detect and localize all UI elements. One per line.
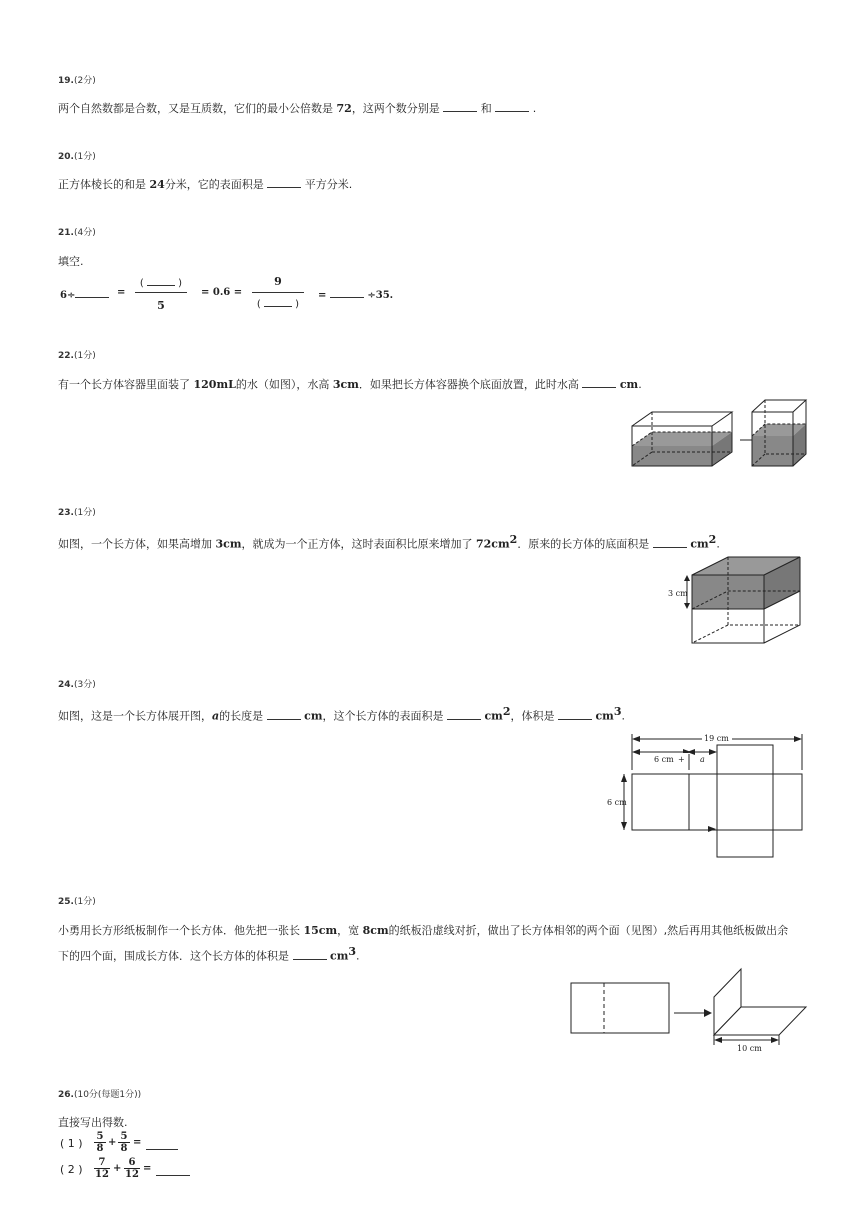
q25-blank[interactable] bbox=[293, 949, 327, 960]
q21-fraction-2 bbox=[252, 275, 304, 310]
q24-text-c: ，这个长方体的表面积是 bbox=[322, 709, 447, 723]
q26-item-2-b-num: 6 bbox=[124, 1157, 140, 1169]
q24-text bbox=[58, 705, 625, 724]
q22-volume: 120mL bbox=[193, 378, 236, 391]
q24-text-b: 的长度是 bbox=[219, 709, 267, 723]
q23-area-exp: 2 bbox=[509, 533, 518, 546]
q20-score: (1分) bbox=[73, 152, 96, 162]
q22-text-b: 的水（如图），水高 bbox=[235, 378, 333, 391]
q21-frac1-paren-r: ) bbox=[175, 278, 183, 289]
q25-fold-figure bbox=[570, 967, 810, 1055]
q19-end: . bbox=[529, 102, 537, 115]
q21-frac1-denominator: 5 bbox=[157, 299, 165, 312]
q22-header bbox=[58, 348, 96, 361]
q21-expr-start bbox=[60, 287, 109, 301]
q20-header bbox=[58, 149, 96, 162]
q19-and: 和 bbox=[477, 102, 496, 115]
q21-blank-3[interactable] bbox=[264, 296, 292, 307]
q24-a-label: a bbox=[700, 755, 705, 764]
q25-text-b: ，宽 bbox=[337, 924, 363, 937]
q23-text-c: ．原来的长方体的底面积是 bbox=[517, 537, 653, 551]
q20-text-a: 正方体棱长的和是 bbox=[58, 178, 150, 191]
q25-text-a: 小勇用长方形纸板制作一个长方体．他先把一张长 bbox=[58, 924, 304, 937]
q23-height: 3cm bbox=[215, 537, 242, 551]
q25-number: 25. bbox=[58, 897, 74, 907]
q23-blank[interactable] bbox=[653, 537, 687, 548]
q26-item-1-b-den: 8 bbox=[120, 1143, 128, 1154]
q19-blank-2[interactable] bbox=[495, 101, 529, 112]
q22-text-c: ．如果把长方体容器换个底面放置，此时水高 bbox=[358, 378, 583, 391]
q20-blank[interactable] bbox=[267, 177, 301, 188]
q26-number: 26. bbox=[58, 1090, 74, 1100]
q22-container-figure bbox=[630, 398, 810, 470]
q26-item-1-b-num: 5 bbox=[118, 1131, 130, 1143]
q22-text bbox=[58, 376, 642, 392]
q21-equals-1: = bbox=[117, 287, 126, 298]
q23-text-b: ，就成为一个正方体，这时表面积比原来增加了 bbox=[241, 537, 476, 551]
q24-unit-3-exp: 3 bbox=[613, 705, 622, 718]
q21-fraction-1 bbox=[135, 275, 187, 312]
q25-end: . bbox=[356, 949, 360, 963]
q21-frac2-denominator bbox=[252, 293, 304, 310]
q26-item-1-frac-a bbox=[94, 1131, 106, 1154]
q21-blank-2[interactable] bbox=[147, 275, 175, 286]
q25-unit: cm bbox=[330, 949, 349, 963]
q21-blank-1[interactable] bbox=[75, 287, 109, 298]
q21-frac2-paren-l: ( bbox=[256, 299, 264, 310]
q26-item-2-index: ( 2 ) bbox=[60, 1163, 83, 1176]
q25-header bbox=[58, 894, 96, 907]
q23-unit: cm bbox=[690, 537, 709, 551]
q24-blank-1[interactable] bbox=[267, 709, 301, 720]
q21-end: . bbox=[389, 290, 394, 301]
q21-header bbox=[58, 225, 96, 238]
q26-item-1-answer[interactable] bbox=[146, 1139, 178, 1153]
q25-line-2 bbox=[58, 945, 360, 964]
q24-unit-2: cm bbox=[484, 709, 503, 723]
q23-text-a: 如图，一个长方体，如果高增加 bbox=[58, 537, 216, 551]
q25-10cm-label: 10 cm bbox=[737, 1044, 762, 1053]
q22-end: . bbox=[638, 378, 642, 391]
q21-blank-4[interactable] bbox=[330, 287, 364, 298]
q21-expr-end bbox=[318, 287, 393, 301]
q20-text-c: 平方分米. bbox=[301, 178, 353, 191]
q20-number: 20. bbox=[58, 152, 74, 162]
q24-unit-3: cm bbox=[595, 709, 614, 723]
q26-item-1-a-den: 8 bbox=[96, 1143, 104, 1154]
q26-item-2-frac-a bbox=[94, 1157, 110, 1180]
q26-item-2-a-num: 7 bbox=[94, 1157, 110, 1169]
q24-text-a: 如图，这是一个长方体展开图， bbox=[58, 709, 212, 723]
q25-text-c: 的纸板沿虚线对折，做出了长方体相邻的两个面（见图）,然后再用其他纸板做出余 bbox=[388, 924, 789, 937]
q21-six-div: 6÷ bbox=[60, 290, 76, 301]
q19-text-a: 两个自然数都是合数，又是互质数，它们的最小公倍数是 bbox=[58, 102, 337, 115]
q21-equals-3: = bbox=[318, 290, 327, 301]
q21-intro: 填空. bbox=[58, 255, 84, 268]
q21-score: (4分) bbox=[73, 228, 96, 238]
q20-number-24: 24 bbox=[149, 178, 165, 191]
q21-frac2-paren-r: ) bbox=[292, 299, 300, 310]
q26-item-1-equals: = bbox=[133, 1137, 142, 1148]
q25-unit-exp: 3 bbox=[348, 945, 356, 958]
q25-text-d: 下的四个面，围成长方体．这个长方体的体积是 bbox=[58, 949, 293, 963]
q19-number-72: 72 bbox=[336, 102, 352, 115]
q22-height: 3cm bbox=[332, 378, 359, 391]
q24-unit-2-exp: 2 bbox=[502, 705, 511, 718]
q23-area: 72cm bbox=[476, 537, 510, 551]
q26-item-1-a-num: 5 bbox=[94, 1131, 106, 1143]
q26-item-1-plus: + bbox=[108, 1137, 117, 1148]
q24-text-d: ，体积是 bbox=[510, 709, 558, 723]
q26-header bbox=[58, 1087, 141, 1100]
q25-length: 15cm bbox=[303, 924, 338, 937]
q23-score: (1分) bbox=[73, 508, 96, 518]
q24-end: . bbox=[621, 709, 625, 723]
q26-item-2-frac-b bbox=[124, 1157, 140, 1180]
q24-plus-sign: + bbox=[678, 755, 685, 764]
q25-score: (1分) bbox=[73, 897, 96, 907]
q23-3cm-label: 3 cm bbox=[668, 589, 688, 598]
q26-score: (10分(每题1分)) bbox=[73, 1090, 142, 1100]
q24-variable-a: a bbox=[212, 709, 220, 723]
q21-equals-0-6: = 0.6 = bbox=[201, 287, 243, 298]
q24-19cm-label: 19 cm bbox=[704, 734, 729, 743]
q26-intro: 直接写出得数. bbox=[58, 1116, 128, 1129]
q22-score: (1分) bbox=[73, 351, 96, 361]
q20-text bbox=[58, 176, 352, 192]
q26-item-2-b-den: 12 bbox=[125, 1169, 139, 1180]
q21-frac1-paren-l: ( bbox=[139, 278, 147, 289]
q24-net-figure bbox=[604, 732, 809, 860]
q19-text bbox=[58, 100, 536, 116]
q26-item-2-answer[interactable] bbox=[156, 1165, 190, 1179]
q26-item-1-frac-b bbox=[118, 1131, 130, 1154]
q24-6cm-side-label: 6 cm bbox=[607, 798, 627, 807]
q21-div-35: ÷35 bbox=[367, 290, 390, 301]
q25-width: 8cm bbox=[362, 924, 389, 937]
q19-blank-1[interactable] bbox=[443, 101, 477, 112]
q25-line-1 bbox=[58, 922, 788, 938]
q24-number: 24. bbox=[58, 680, 74, 690]
q24-6cm-top-label: 6 cm bbox=[654, 755, 674, 764]
q23-number: 23. bbox=[58, 508, 74, 518]
q26-item-2-equals: = bbox=[143, 1163, 152, 1174]
q20-text-b: 分米，它的表面积是 bbox=[164, 178, 268, 191]
q26-item-2-a-den: 12 bbox=[95, 1169, 109, 1180]
q23-cuboid-figure bbox=[668, 555, 808, 647]
q22-unit: cm bbox=[619, 378, 639, 391]
q24-blank-3[interactable] bbox=[558, 709, 592, 720]
q19-header bbox=[58, 73, 96, 86]
q24-blank-2[interactable] bbox=[447, 709, 481, 720]
q26-item-2-plus: + bbox=[113, 1163, 122, 1174]
q24-header bbox=[58, 677, 96, 690]
q22-text-a: 有一个长方体容器里面装了 bbox=[58, 378, 194, 391]
q26-item-1-index: ( 1 ) bbox=[60, 1137, 83, 1150]
q23-end: . bbox=[716, 537, 720, 551]
q21-frac1-numerator bbox=[135, 275, 187, 293]
q24-unit-1: cm bbox=[304, 709, 323, 723]
q22-number: 22. bbox=[58, 351, 74, 361]
q24-score: (3分) bbox=[73, 680, 96, 690]
q22-blank[interactable] bbox=[582, 377, 616, 388]
q23-header bbox=[58, 505, 96, 518]
q23-unit-exp: 2 bbox=[708, 533, 717, 546]
q21-number: 21. bbox=[58, 228, 74, 238]
q23-text bbox=[58, 533, 720, 552]
q19-number: 19. bbox=[58, 76, 74, 86]
q19-score: (2分) bbox=[73, 76, 96, 86]
q19-text-b: ，这两个数分别是 bbox=[351, 102, 444, 115]
q21-frac2-numerator: 9 bbox=[252, 275, 304, 293]
